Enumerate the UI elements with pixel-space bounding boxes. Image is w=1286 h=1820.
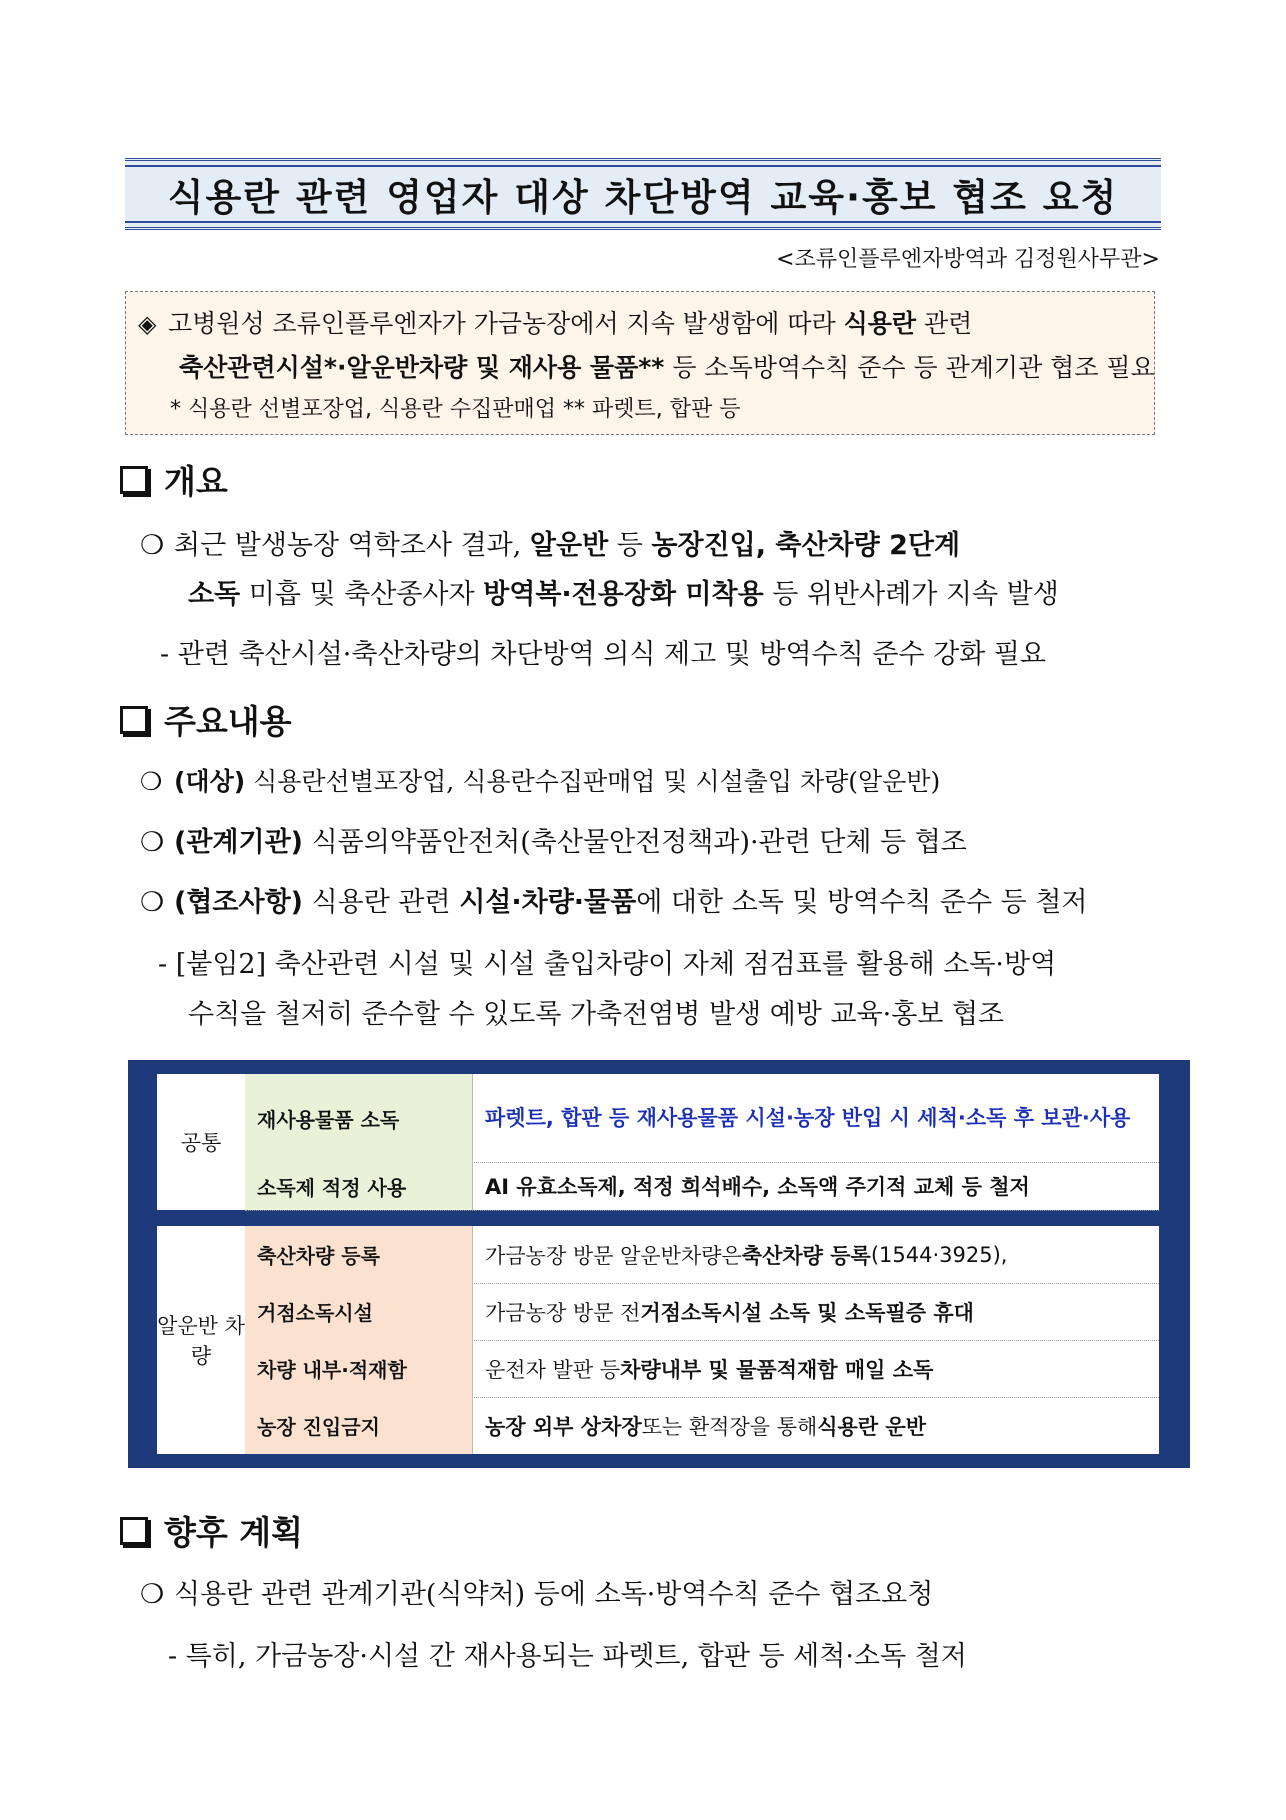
table-row-head: 축산차량 등록 — [245, 1226, 473, 1283]
text: 가금농장 방문 알운반차량은 — [485, 1243, 742, 1268]
text: 미흡 및 축산종사자 — [240, 579, 484, 610]
summary-text: 관련 — [916, 309, 973, 338]
diamond-bullet-icon: ◈ — [138, 310, 157, 338]
text: 식용란 관련 관계기관(식약처) 등에 소독·방역수칙 준수 협조요청 — [174, 1579, 934, 1610]
section-overview-heading — [120, 456, 228, 503]
table-row-head: 거점소독시설 — [245, 1283, 473, 1340]
table-row-head: 소독제 적정 사용 — [245, 1162, 473, 1210]
table-row-value: AI 유효소독제, 적정 희석배수, 소독액 주기적 교체 등 철저 — [485, 1175, 1030, 1199]
emphasis: 시설·차량·물품 — [459, 887, 637, 918]
section-main-content-heading — [120, 696, 292, 743]
table-row-head: 농장 진입금지 — [245, 1397, 473, 1454]
summary-line-1 — [138, 304, 972, 340]
section-future-plan-heading — [120, 1507, 303, 1554]
plan-line-1 — [140, 1572, 933, 1611]
circle-bullet-icon: ❍ — [140, 1579, 165, 1610]
text: 식용란 관련 — [303, 887, 460, 918]
summary-box — [125, 291, 1155, 435]
title-rule-top — [125, 165, 1161, 167]
circle-bullet-icon: ❍ — [140, 827, 165, 858]
circle-bullet-icon: ❍ — [140, 887, 165, 918]
text: 식품의약품안전처(축산물안전정책과)·관련 단체 등 협조 — [303, 827, 967, 858]
text: 에 대한 소독 및 방역수칙 준수 등 철저 — [636, 887, 1088, 918]
emphasis: 소독 — [188, 579, 241, 610]
emphasis: 방역복·전용장화 미착용 — [483, 579, 764, 610]
table-row — [245, 1340, 1159, 1398]
emphasis: (대상) — [174, 767, 246, 796]
circle-bullet-icon: ❍ — [140, 530, 165, 561]
checkbox-square-icon — [120, 466, 148, 494]
highlight-text: 파렛트, 합판 등 재사용물품 시설·농장 반입 시 — [485, 1106, 918, 1130]
table-group-common — [157, 1074, 1159, 1210]
text: (1544·3925), — [870, 1242, 1008, 1267]
text: 또는 환적장을 통해 — [641, 1414, 818, 1439]
emphasis: 알운반 — [529, 530, 609, 561]
table-row-value — [485, 1074, 1153, 1162]
table-row — [245, 1283, 1159, 1341]
emphasis: 축산차량 등록 — [741, 1243, 871, 1268]
table-row-value — [485, 1283, 1153, 1340]
emphasis: 농장 외부 상차장 — [485, 1414, 642, 1439]
summary-line-2 — [179, 348, 1155, 384]
section-title: 주요내용 — [164, 702, 292, 741]
emphasis: 차량내부 및 물품적재함 매일 소독 — [620, 1357, 934, 1382]
text: 가금농장 방문 전 — [485, 1300, 641, 1325]
table-category: 공통 — [157, 1074, 246, 1210]
text: 등 — [608, 530, 652, 561]
title-rule-bottom — [125, 221, 1161, 223]
main-item-agency — [140, 820, 967, 859]
author-line: <조류인플루엔자방역과 김정원사무관> — [776, 247, 1160, 272]
overview-line-3: - 관련 축산시설·축산차량의 차단방역 의식 제고 및 방역수칙 준수 강화 필요 — [160, 639, 1046, 670]
title-banner — [125, 158, 1161, 230]
emphasis: 거점소독시설 소독 및 소독필증 휴대 — [640, 1300, 974, 1325]
summary-emphasis: 축산관련시설*·알운반차량 및 재사용 물품** — [179, 353, 665, 382]
table-row — [245, 1397, 1159, 1454]
checkbox-square-icon — [120, 1517, 148, 1545]
table-row — [245, 1226, 1159, 1284]
plan-line-2: - 특히, 가금농장·시설 간 재사용되는 파렛트, 합판 등 세척·소독 철저 — [168, 1641, 967, 1672]
section-title: 개요 — [164, 462, 228, 501]
summary-text: 고병원성 조류인플루엔자가 가금농장에서 지속 발생함에 따라 — [168, 309, 844, 338]
table-category: 알운반 차량 — [157, 1226, 246, 1454]
main-item-attachment-1: - [붙임2] 축산관련 시설 및 시설 출입차량이 자체 점검표를 활용해 소독·방역 — [158, 949, 1057, 980]
summary-emphasis: 식용란 — [843, 309, 917, 338]
overview-line-1 — [140, 523, 960, 562]
main-item-attachment-2: 수칙을 철저히 준수할 수 있도록 가축전염병 발생 예방 교육·홍보 협조 — [188, 999, 1005, 1030]
emphasis: (관계기관) — [174, 827, 304, 858]
table-group-egg-vehicle — [157, 1226, 1159, 1454]
main-item-cooperation — [140, 880, 1088, 919]
overview-line-2 — [188, 572, 1059, 611]
table-row-head: 차량 내부·적재함 — [245, 1340, 473, 1397]
table-row-value — [485, 1397, 1153, 1454]
circle-bullet-icon: ❍ — [140, 767, 163, 796]
table-row-value — [485, 1226, 1153, 1283]
table-row-value — [485, 1340, 1153, 1397]
text: 식용란선별포장업, 식용란수집판매업 및 시설출입 차량(알운반) — [245, 767, 941, 796]
emphasis: 농장진입, 축산차량 2단계 — [651, 530, 961, 561]
table-row — [245, 1162, 1159, 1211]
table-row-head: 재사용물품 소독 — [245, 1074, 473, 1162]
summary-text: 등 소독방역수칙 준수 등 관계기관 협조 필요 — [664, 353, 1155, 382]
highlight-text: 세척·소독 후 보관·사용 — [917, 1106, 1131, 1130]
main-item-target — [140, 762, 940, 798]
emphasis: 식용란 운반 — [817, 1414, 927, 1439]
text: 운전자 발판 등 — [485, 1357, 621, 1382]
summary-footnote: * 식용란 선별포장업, 식용란 수집판매업 ** 파렛트, 합판 등 — [170, 397, 741, 422]
text: 등 위반사례가 지속 발생 — [763, 579, 1059, 610]
checkbox-square-icon — [120, 706, 148, 734]
checklist-table — [128, 1060, 1190, 1468]
emphasis: (협조사항) — [174, 887, 304, 918]
text: 최근 발생농장 역학조사 결과, — [174, 530, 530, 561]
table-row — [245, 1074, 1159, 1163]
page-title: 식용란 관련 영업자 대상 차단방역 교육·홍보 협조 요청 — [167, 176, 1119, 219]
section-title: 향후 계획 — [164, 1513, 304, 1552]
